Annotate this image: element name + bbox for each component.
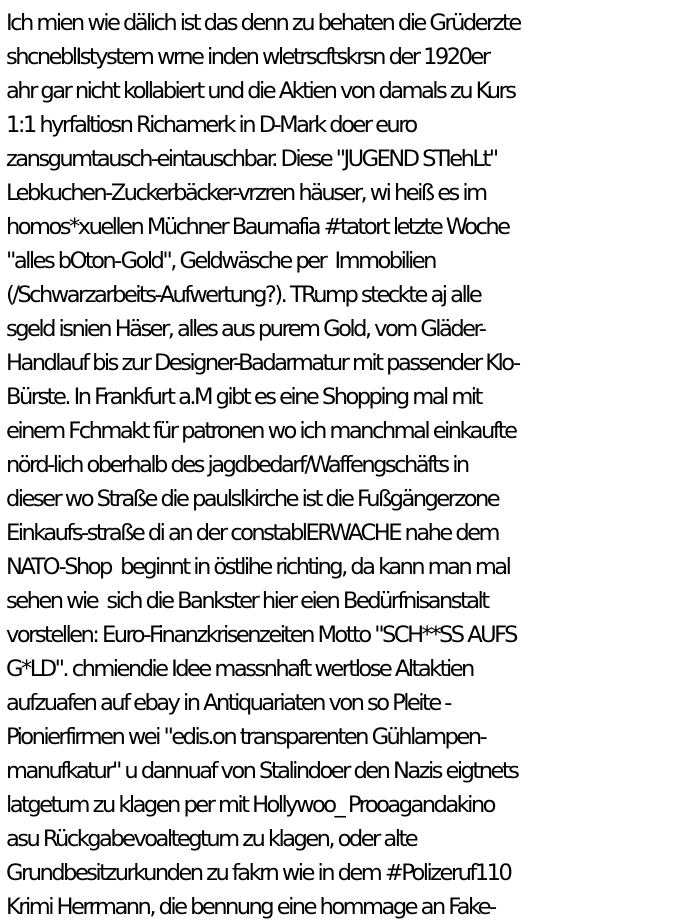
text-line: Bürste. In Frankfurt a.M gibt es eine Shopping mal mit bbox=[6, 384, 481, 410]
text-line: vorstellen: Euro-Finanzkrisenzeiten Motto "SCH**SS AUFS bbox=[6, 622, 516, 648]
text-line: Grundbesitzurkunden zu fakrn wie in dem #Polizeruf110 bbox=[6, 860, 511, 886]
text-line: sgeld isnien Häser, alles aus purem Gold, vom Gläder- bbox=[6, 316, 485, 342]
text-line: NATO-Shop beginnt in östlihe richting, da kann man mal bbox=[6, 554, 510, 580]
text-line: Ich mien wie dälich ist das denn zu behaten die Grüderzte bbox=[6, 10, 520, 36]
text-line: G*LD". chmiendie Idee massnhaft wertlose Altaktien bbox=[6, 656, 473, 682]
text-line: Lebkuchen-Zuckerbäcker-vrzren häuser, wi heiß es im bbox=[6, 180, 486, 206]
text-line: sehen wie sich die Bankster hier eien Bedürfnisanstalt bbox=[6, 588, 488, 614]
text-line: Handlauf bis zur Designer-Badarmatur mit passender Klo- bbox=[6, 350, 519, 376]
text-line: homos*xuellen Müchner Baumafia #tatort letzte Woche bbox=[6, 214, 509, 240]
text-line: Einkaufs-straße di an der constablERWACHE nahe dem bbox=[6, 520, 498, 546]
text-line: einem Fchmakt für patronen wo ich manchmal einkaufte bbox=[6, 418, 516, 444]
text-line: asu Rückgabevoaltegtum zu klagen, oder alte bbox=[6, 826, 417, 852]
text-line: shcneblIstystem wrne inden wletrscftskrsn der 1920er bbox=[6, 44, 489, 70]
text-line: nörd-lich oberhalb des jagdbedarf/Waffengschäfts in bbox=[6, 452, 468, 478]
text-line: latgetum zu klagen per mit Hollywoo_ Prooagandakino bbox=[6, 792, 494, 818]
text-line: (/Schwarzarbeits-Aufwertung?). TRump steckte aj alle bbox=[6, 282, 481, 308]
text-line: Krimi Herrmann, die bennung eine hommage an Fake- bbox=[6, 894, 495, 920]
text-line: Pionierfirmen wei "edis.on transparenten Gühlampen- bbox=[6, 724, 486, 750]
text-line: aufzuafen auf ebay in Antiquariaten von so Pleite - bbox=[6, 690, 450, 716]
text-line: 1:1 hyrfaltiosn Richamerk in D-Mark doer euro bbox=[6, 112, 416, 138]
body-text bbox=[6, 6, 684, 920]
text-line: dieser wo Straße die paulslkirche ist die Fußgängerzone bbox=[6, 486, 499, 512]
text-line: ahr gar nicht kollabiert und die Aktien von damals zu Kurs bbox=[6, 78, 515, 104]
text-line: "alles bOton-Gold", Geldwäsche per Immobilien bbox=[6, 248, 435, 274]
text-line: zansgumtausch-eintauschbar. Diese "JUGEND STIehLt" bbox=[6, 146, 497, 172]
text-line: manufkatur" u dannuaf von Stalindoer den Nazis eigtnets bbox=[6, 758, 518, 784]
